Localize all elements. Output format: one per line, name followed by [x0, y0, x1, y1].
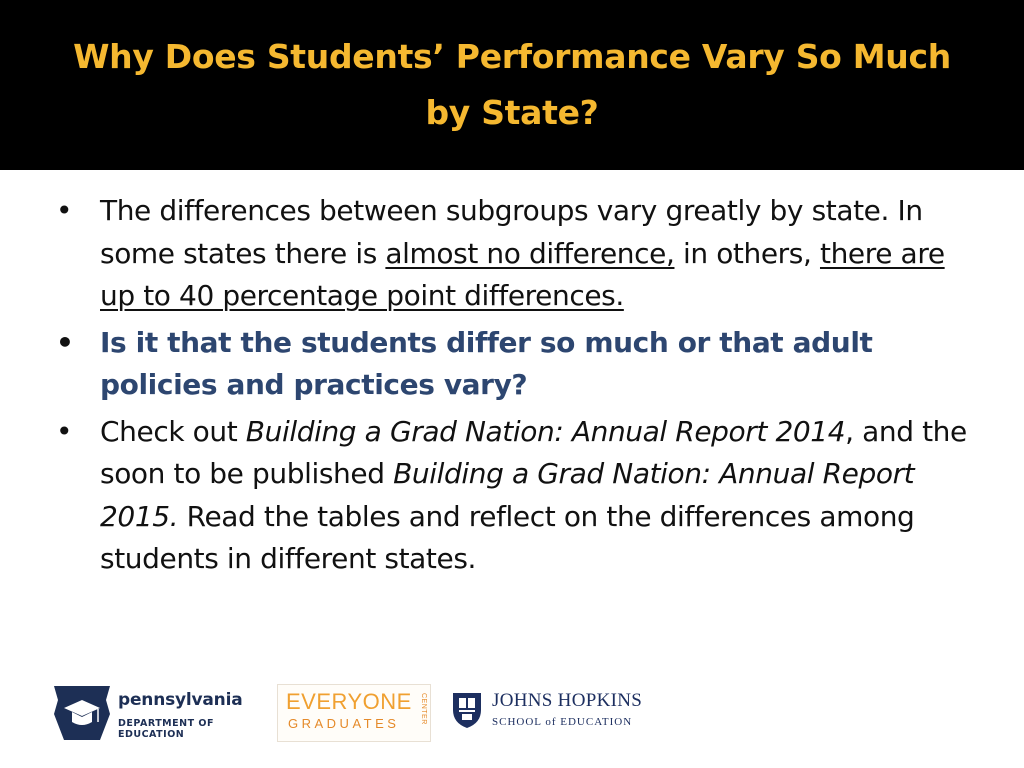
bullet-text: The differences between subgroups vary greatly by state. In some states there is	[100, 194, 923, 270]
pa-logo-text	[118, 690, 267, 740]
report-2014-title: Building a Grad Nation: Annual Report 2014	[245, 414, 846, 448]
footer-logos	[52, 684, 652, 744]
slide-title: Why Does Students’ Performance Vary So Much by State?	[73, 37, 951, 132]
jhu-logo-text	[492, 690, 642, 728]
everyone-graduates-side: CENTER	[420, 693, 427, 725]
everyone-graduates-logo	[277, 684, 431, 742]
bullet-list	[56, 190, 976, 585]
pa-logo-name: pennsylvania	[118, 690, 243, 710]
bullet-item-check-out-reports	[56, 411, 976, 581]
bullet-item-subgroup-differences	[56, 190, 976, 318]
everyone-graduates-top: EVERYONE	[286, 689, 412, 714]
bullet-marker: •	[56, 194, 73, 227]
jhu-logo-school: SCHOOL of EDUCATION	[492, 716, 633, 728]
title-bar	[0, 0, 1024, 170]
jhu-logo-name: JOHNS HOPKINS	[492, 690, 643, 711]
bullet-text: , and the soon to be published	[100, 414, 967, 490]
report-2015-title: Building a Grad Nation: Annual Report 2015.	[100, 457, 915, 533]
bullet-item-question	[56, 322, 976, 407]
bullet-text: Is it that the students differ so much or that adult policies and practices vary?	[100, 325, 873, 401]
almost-no-difference-link[interactable]: almost no difference,	[385, 236, 675, 270]
bullet-marker: •	[56, 414, 73, 448]
bullet-text: in others,	[674, 236, 820, 270]
forty-point-differences-link[interactable]: there are up to 40 percentage point differences.	[100, 236, 945, 312]
keystone-graduation-cap-icon	[52, 684, 112, 742]
everyone-graduates-bottom: GRADUATES	[288, 716, 400, 731]
bullet-text: Read the tables and reflect on the differences among students in different states.	[100, 499, 915, 575]
bullet-marker: •	[56, 325, 74, 359]
bullet-text: Check out	[100, 414, 246, 448]
jhu-shield-icon	[450, 690, 484, 730]
pa-department-logo	[52, 684, 267, 744]
johns-hopkins-logo	[450, 690, 650, 736]
pa-logo-dept: DEPARTMENT OF EDUCATION	[118, 718, 214, 740]
